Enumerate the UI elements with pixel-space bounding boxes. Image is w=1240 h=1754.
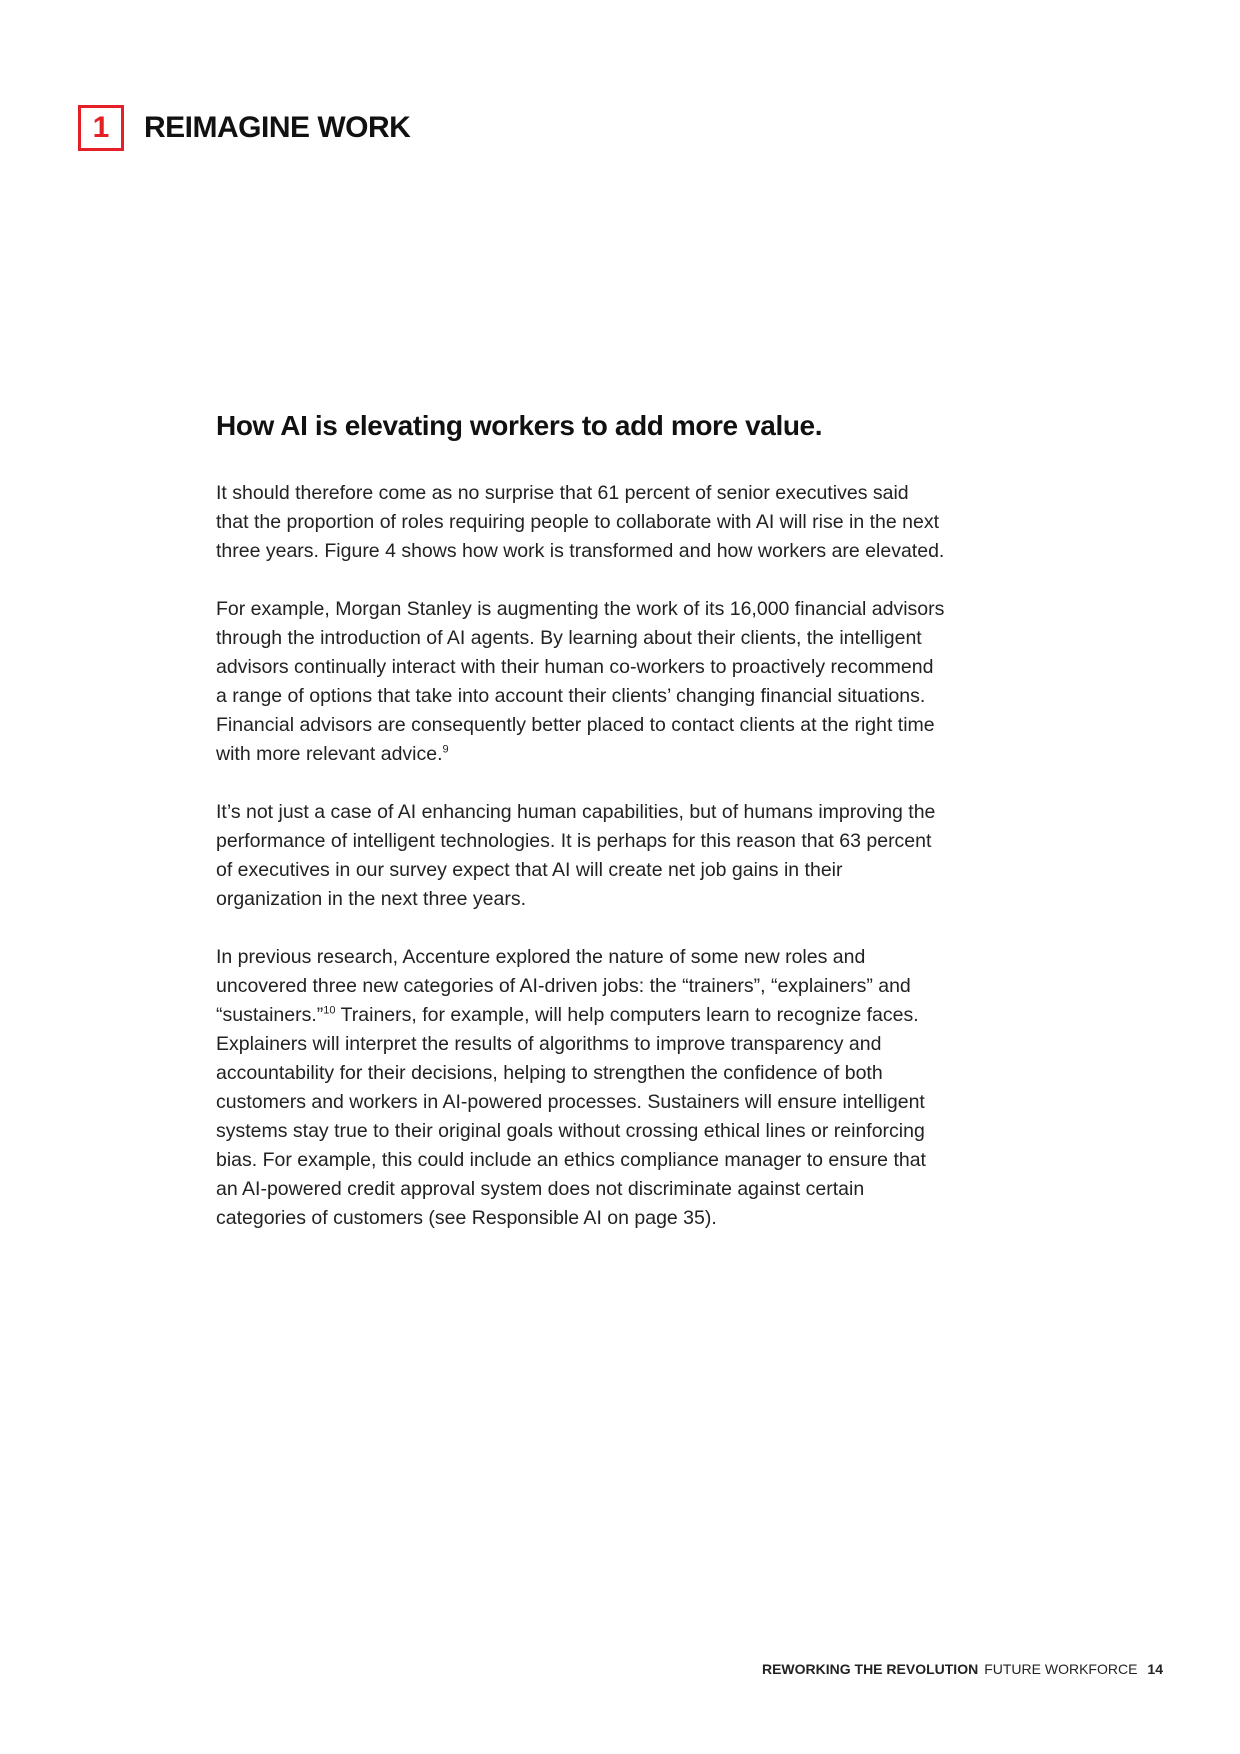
footnote-reference: 9	[442, 743, 449, 756]
section-title: REIMAGINE WORK	[144, 111, 411, 144]
paragraph-text: It should therefore come as no surprise that 61 percent of senior executives said that the proportion of roles requiring people to collaborate with AI will rise in the next three years. Figure 4 shows how work is transformed and how workers are elevated.	[216, 482, 945, 562]
report-title: REWORKING THE REVOLUTION	[761, 1661, 979, 1677]
report-section: FUTURE WORKFORCE	[984, 1661, 1138, 1677]
paragraph-2	[216, 595, 946, 769]
paragraph-4	[216, 943, 946, 1233]
paragraph-text: Trainers, for example, will help computers learn to recognize faces. Explainers will interpret the results of algorithms to improve transparency and accountability for their decisions, helping to strengthen the confidence of both customers and workers in AI-powered processes. Sustainers will ensure intelligent systems stay true to their original goals without crossing ethical lines or reinforcing bias. For example, this could include an ethics compliance manager to ensure that an AI-powered credit approval system does not discriminate against certain categories of customers (see Responsible AI on page 35).	[216, 1004, 926, 1229]
paragraph-3	[216, 798, 946, 914]
page-number: 14	[1147, 1661, 1163, 1677]
section-number-badge: 1	[78, 105, 124, 151]
article-heading: How AI is elevating workers to add more value.	[216, 410, 823, 441]
section-header	[78, 105, 410, 151]
article-body	[216, 408, 946, 1262]
paragraph-text: It’s not just a case of AI enhancing human capabilities, but of humans improving the performance of intelligent technologies. It is perhaps for this reason that 63 percent of executives in our survey expect that AI will create net job gains in their organization in the next three years.	[216, 801, 936, 910]
page-footer	[762, 1661, 1163, 1677]
footnote-reference: 10	[323, 1004, 336, 1017]
paragraph-text: For example, Morgan Stanley is augmenting the work of its 16,000 financial advisors through the introduction of AI agents. By learning about their clients, the intelligent advisors continually interact with their human co-workers to proactively recommend a range of options that take into account their clients’ changing financial situations. Financial advisors are consequently better placed to contact clients at the right time with more relevant advice.	[216, 598, 945, 765]
paragraph-1	[216, 479, 946, 566]
paragraph-text: In previous research, Accenture explored the nature of some new roles and uncovered three new categories of AI-driven jobs: the “trainers”, “explainers” and “sustainers.”	[216, 946, 911, 1026]
